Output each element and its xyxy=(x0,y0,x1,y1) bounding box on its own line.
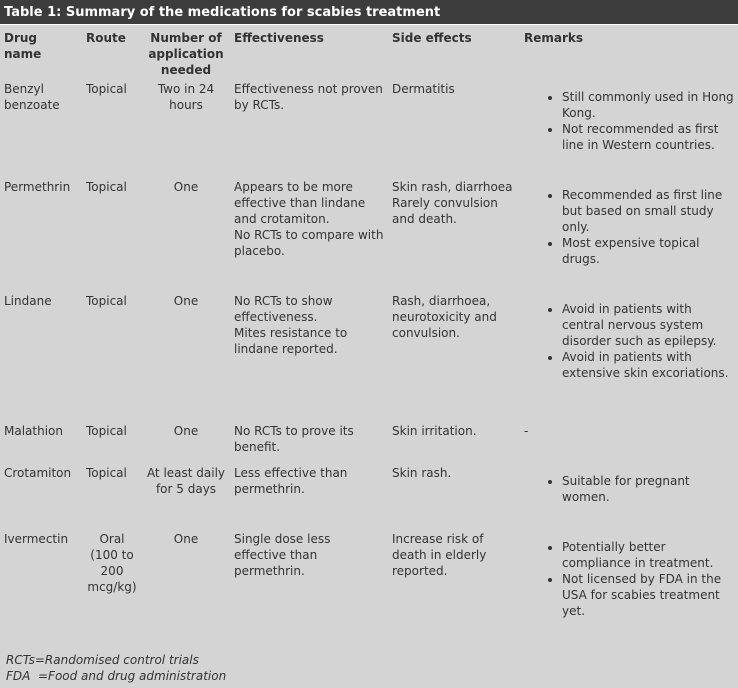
effectiveness-line: Less effective than permethrin. xyxy=(234,466,348,496)
applications: Two in 24 hours xyxy=(157,82,215,112)
side-effects-line: Skin rash, diarrhoea xyxy=(392,180,513,194)
remarks-item: • Avoid in patients with central nervous system disorder such as epilepsy. xyxy=(562,301,734,349)
remarks: - xyxy=(524,424,529,438)
applications: One xyxy=(173,294,199,308)
footnotes xyxy=(6,652,226,684)
remarks-item: • Avoid in patients with extensive skin excoriations. xyxy=(562,349,734,381)
table-row xyxy=(0,81,738,179)
remarks-list xyxy=(524,187,734,267)
applications: One xyxy=(173,424,199,438)
effectiveness xyxy=(230,423,388,465)
side-effects xyxy=(388,293,520,423)
route: Topical xyxy=(86,82,127,96)
table-row xyxy=(0,179,738,293)
side-effects xyxy=(388,531,520,631)
side-effects-line: Skin rash. xyxy=(392,466,452,480)
applications: One xyxy=(173,532,199,546)
drug-name: Malathion xyxy=(4,424,63,438)
effectiveness-line: Mites resistance to lindane reported. xyxy=(234,326,348,356)
header-row xyxy=(0,25,738,81)
header-effectiveness: Effectiveness xyxy=(234,31,324,45)
remarks-item: • Most expensive topical drugs. xyxy=(562,235,734,267)
header-drug-name: Drug name xyxy=(4,31,42,61)
effectiveness xyxy=(230,293,388,423)
side-effects xyxy=(388,423,520,465)
route: Topical xyxy=(86,180,127,194)
effectiveness xyxy=(230,465,388,531)
remarks xyxy=(520,179,738,293)
header-side-effects: Side effects xyxy=(392,31,472,45)
table-row xyxy=(0,465,738,531)
remarks-list xyxy=(524,539,734,619)
footnote-rcts: RCTs=Randomised control trials xyxy=(6,653,199,667)
effectiveness-line: Appears to be more effective than lindane and crotamiton. xyxy=(234,180,366,226)
remarks-item: • Still commonly used in Hong Kong. xyxy=(562,89,734,121)
side-effects-line: Increase risk of death in elderly reported. xyxy=(392,532,487,578)
route: Oral (100 to 200 mcg/kg) xyxy=(87,532,137,594)
remarks-list xyxy=(524,89,734,153)
remarks xyxy=(520,531,738,631)
footnote-fda: FDA =Food and drug administration xyxy=(6,669,227,683)
side-effects xyxy=(388,465,520,531)
drug-name: Crotamiton xyxy=(4,466,72,480)
side-effects-line: Rash, diarrhoea, neurotoxicity and convulsion. xyxy=(392,294,497,340)
medications-table xyxy=(0,25,738,631)
remarks xyxy=(520,465,738,531)
side-effects-line: Rarely convulsion and death. xyxy=(392,196,498,226)
side-effects xyxy=(388,179,520,293)
route: Topical xyxy=(86,294,127,308)
remarks xyxy=(520,81,738,179)
effectiveness xyxy=(230,81,388,179)
applications: One xyxy=(173,180,199,194)
table-row xyxy=(0,293,738,423)
remarks-item: • Potentially better compliance in treatment. xyxy=(562,539,734,571)
drug-name: Lindane xyxy=(4,294,52,308)
drug-name: Ivermectin xyxy=(4,532,69,546)
table-row xyxy=(0,423,738,465)
applications: At least daily for 5 days xyxy=(146,466,226,496)
effectiveness xyxy=(230,179,388,293)
effectiveness-line: Single dose less effective than permethrin. xyxy=(234,532,331,578)
remarks-item: • Suitable for pregnant women. xyxy=(562,473,734,505)
table-title: Table 1: Summary of the medications for scabies treatment xyxy=(0,0,738,25)
effectiveness xyxy=(230,531,388,631)
drug-name: Benzyl benzoate xyxy=(4,82,60,112)
remarks-list xyxy=(524,473,734,505)
remarks-item: • Recommended as first line but based on small study only. xyxy=(562,187,734,235)
effectiveness-line: No RCTs to show effectiveness. xyxy=(234,294,333,324)
remarks xyxy=(520,293,738,423)
drug-name: Permethrin xyxy=(4,180,71,194)
side-effects-line: Skin irritation. xyxy=(392,424,477,438)
header-route: Route xyxy=(86,31,126,45)
remarks-list xyxy=(524,301,734,381)
header-remarks: Remarks xyxy=(524,31,584,45)
side-effects xyxy=(388,81,520,179)
route: Topical xyxy=(86,466,127,480)
header-applications: Number of application needed xyxy=(148,31,224,77)
table-row xyxy=(0,531,738,631)
effectiveness-line: No RCTs to compare with placebo. xyxy=(234,228,384,258)
route: Topical xyxy=(86,424,127,438)
remarks-item: • Not licensed by FDA in the USA for scabies treatment yet. xyxy=(562,571,734,619)
effectiveness-line: No RCTs to prove its benefit. xyxy=(234,424,354,454)
remarks-item: • Not recommended as first line in Western countries. xyxy=(562,121,734,153)
side-effects-line: Dermatitis xyxy=(392,82,455,96)
effectiveness-line: Effectiveness not proven by RCTs. xyxy=(234,82,383,112)
